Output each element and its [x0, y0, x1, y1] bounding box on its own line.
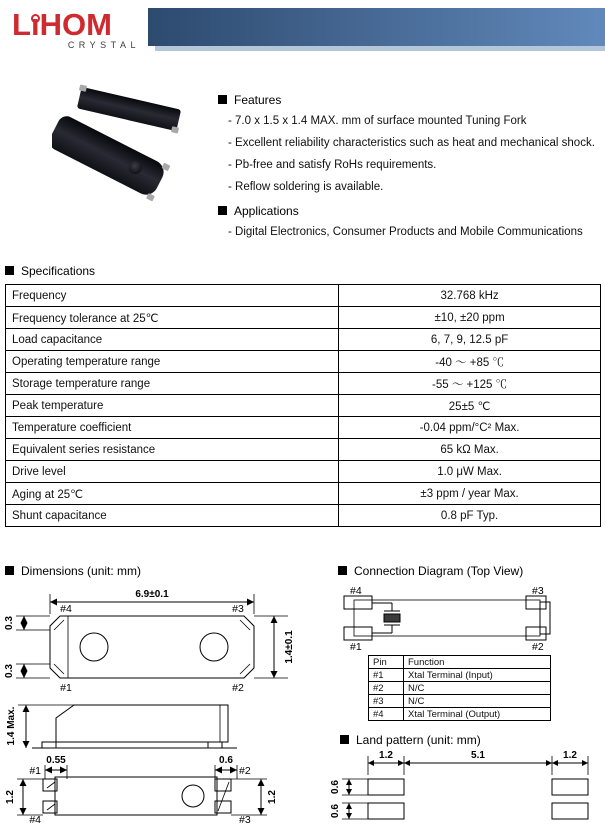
- pin-cell: #3: [369, 695, 404, 708]
- pin-label-top-left: #4: [60, 603, 72, 615]
- spec-row: [6, 307, 601, 329]
- spec-value-cell: 65 kΩ Max.: [339, 439, 601, 461]
- crystal-terminal: [79, 84, 87, 91]
- spec-row: [6, 461, 601, 483]
- connection-title: Connection Diagram (Top View): [338, 564, 523, 578]
- logo-subtext: CRYSTAL: [67, 40, 140, 50]
- dim-label-side-left: 1.2: [5, 790, 16, 804]
- spec-label-cell: Temperature coefficient: [6, 417, 339, 439]
- banner-shadow-strip: [155, 46, 605, 51]
- dim-label-pad-right: 0.6: [219, 755, 233, 766]
- land-pattern-title: Land pattern (unit: mm): [340, 733, 481, 747]
- dim-label-right: 1.2: [563, 750, 577, 761]
- pin-label-top-left: #1: [29, 765, 41, 777]
- crystal-photo-small: [77, 87, 181, 131]
- section-bullet-icon: [338, 566, 347, 575]
- pin-label-bottom-right: #3: [239, 814, 251, 824]
- dim-label-pad-bottom: 0.3: [4, 664, 15, 678]
- logo-letters: HOM: [39, 7, 112, 42]
- spec-row: [6, 417, 601, 439]
- spec-label-cell: Storage temperature range: [6, 373, 339, 395]
- spec-label-cell: Frequency tolerance at 25℃: [6, 307, 339, 329]
- dim-label-center: 5.1: [471, 750, 485, 761]
- pin-label-top-right: #3: [232, 603, 244, 615]
- spec-row: [6, 439, 601, 461]
- pin-label-bottom-left: #1: [350, 641, 362, 652]
- spec-value-cell: 1.0 μW Max.: [339, 461, 601, 483]
- spec-label-cell: Equivalent series resistance: [6, 439, 339, 461]
- application-item: - Digital Electronics, Consumer Products and Mobile Communications: [228, 226, 583, 238]
- logo-text: [12, 7, 142, 42]
- spec-value-cell: 0.8 pF Typ.: [339, 505, 601, 527]
- spec-row: [6, 351, 601, 373]
- pin-table-row: [369, 695, 551, 708]
- spec-row: [6, 505, 601, 527]
- feature-item: - Excellent reliability characteristics such as heat and mechanical shock.: [228, 137, 595, 149]
- spec-value-cell: ±3 ppm / year Max.: [339, 483, 601, 505]
- pin-label-top-right: #2: [239, 765, 251, 777]
- section-bullet-icon: [340, 735, 349, 744]
- spec-label-cell: Frequency: [6, 285, 339, 307]
- dim-label-side-right: 1.2: [267, 790, 278, 804]
- pin-cell: #4: [369, 708, 404, 721]
- spec-row: [6, 285, 601, 307]
- section-bullet-icon: [218, 95, 227, 104]
- feature-item: - 7.0 x 1.5 x 1.4 MAX. mm of surface mounted Tuning Fork: [228, 115, 527, 127]
- spec-row: [6, 395, 601, 417]
- dim-label-pad-left: 0.55: [46, 755, 66, 766]
- spec-value-cell: ±10, ±20 ppm: [339, 307, 601, 329]
- title-banner: [148, 8, 605, 75]
- spec-value-cell: 25±5 ℃: [339, 395, 601, 417]
- section-bullet-icon: [5, 566, 14, 575]
- function-cell: Xtal Terminal (Input): [404, 669, 551, 682]
- features-title: Features: [218, 93, 281, 107]
- function-header-cell: Function: [404, 656, 551, 669]
- pin-table-row: [369, 682, 551, 695]
- pin-cell: #2: [369, 682, 404, 695]
- dim-label-width: 6.9±0.1: [135, 589, 169, 600]
- logo-letter: L: [12, 7, 31, 42]
- function-cell: N/C: [404, 682, 551, 695]
- logo-letter-i: ı: [30, 7, 40, 42]
- product-photo: [52, 82, 224, 220]
- spec-label-cell: Peak temperature: [6, 395, 339, 417]
- top-view-drawing: [2, 580, 302, 694]
- function-cell: Xtal Terminal (Output): [404, 708, 551, 721]
- crystal-terminal: [161, 163, 170, 172]
- pin-label-bottom-left: #1: [60, 682, 72, 694]
- pin-label-top-right: #3: [532, 585, 544, 597]
- crystal-terminal: [171, 126, 179, 133]
- pin-table-row: [369, 708, 551, 721]
- applications-title: Applications: [218, 204, 299, 218]
- feature-item: - Reflow soldering is available.: [228, 181, 384, 193]
- spec-value-cell: -40 ～ +85 ℃: [339, 351, 601, 373]
- side-view-drawing: [2, 698, 302, 752]
- pin-cell: #1: [369, 669, 404, 682]
- dim-label-height: 1.4±0.1: [284, 630, 295, 664]
- dim-label-left: 1.2: [379, 750, 393, 761]
- brand-logo: [12, 7, 142, 50]
- spec-row: [6, 483, 601, 505]
- dim-label-pad-height-top: 0.6: [330, 780, 341, 794]
- section-bullet-icon: [218, 206, 227, 215]
- spec-label-cell: Operating temperature range: [6, 351, 339, 373]
- pin-function-table: [368, 655, 551, 721]
- spec-label-cell: Load capacitance: [6, 329, 339, 351]
- spec-value-cell: 32.768 kHz: [339, 285, 601, 307]
- spec-value-cell: -0.04 ppm/°C² Max.: [339, 417, 601, 439]
- dim-label-height-max: 1.4 Max.: [6, 706, 17, 746]
- function-cell: N/C: [404, 695, 551, 708]
- crystal-photo-large: [52, 113, 168, 199]
- logo-ring-icon: [31, 14, 40, 23]
- pin-label-top-left: #4: [350, 585, 362, 597]
- spec-label-cell: Drive level: [6, 461, 339, 483]
- spec-value-cell: 6, 7, 9, 12.5 pF: [339, 329, 601, 351]
- connection-drawing: [340, 584, 590, 652]
- feature-item: - Pb-free and satisfy RoHs requirements.: [228, 159, 437, 171]
- spec-row: [6, 373, 601, 395]
- spec-label-cell: Shunt capacitance: [6, 505, 339, 527]
- bottom-view-drawing: [5, 753, 305, 824]
- pin-header-cell: Pin: [369, 656, 404, 669]
- pin-label-bottom-right: #2: [232, 682, 244, 694]
- crystal-terminal: [146, 193, 155, 202]
- pin-table-row: [369, 669, 551, 682]
- spec-value-cell: -55 ～ +125 ℃: [339, 373, 601, 395]
- page-title: Tuning Fork 7.0×1.5×1.4mm , BTX-70: [284, 55, 593, 75]
- dim-label-pad-top: 0.3: [4, 616, 15, 630]
- pin-label-bottom-right: #2: [532, 641, 544, 652]
- dim-label-pad-height-bottom: 0.6: [330, 804, 341, 818]
- dimensions-title: Dimensions (unit: mm): [5, 564, 141, 578]
- spec-label-cell: Aging at 25℃: [6, 483, 339, 505]
- land-pattern-drawing: [330, 748, 605, 824]
- specifications-table: [5, 284, 601, 527]
- spec-row: [6, 329, 601, 351]
- pin-table-header-row: [369, 656, 551, 669]
- crystal-highlight: [127, 159, 144, 176]
- section-bullet-icon: [5, 266, 14, 275]
- specifications-title: Specifications: [5, 264, 95, 278]
- pin-label-bottom-left: #4: [29, 814, 41, 824]
